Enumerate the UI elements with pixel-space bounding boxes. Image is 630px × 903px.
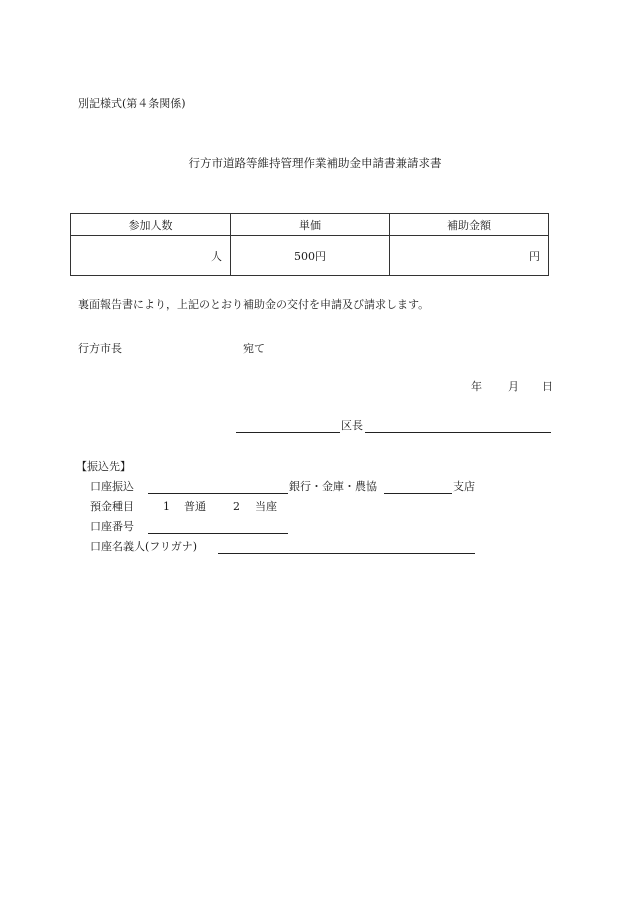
branch-name-field[interactable] [384,493,452,494]
form-reference: 別記様式(第４条関係) [78,97,186,110]
deposit-type-label: 預金種目 [90,500,134,513]
addressee-name: 行方市長 [78,342,122,355]
account-holder-label: 口座名義人(フリガナ) [90,540,198,553]
branch-suffix-label: 支店 [453,480,475,493]
deposit-option-2-label[interactable]: 当座 [255,500,277,513]
date-day-label: 日 [542,380,553,393]
header-unit-price: 単価 [231,214,390,236]
date-year-label: 年 [471,380,482,393]
bank-name-field[interactable] [148,493,288,494]
account-transfer-label: 口座振込 [90,480,134,493]
bank-types-label: 銀行・金庫・農協 [289,480,377,493]
subsidy-table [70,213,549,276]
deposit-option-1-number[interactable]: 1 [163,500,170,513]
date-month-label: 月 [508,380,519,393]
account-holder-field[interactable] [218,553,475,554]
header-subsidy-amount: 補助金額 [390,214,549,236]
table-header-row [71,214,549,236]
district-head-label: 区長 [341,419,363,432]
district-name-field[interactable] [236,432,340,433]
header-participants: 参加人数 [71,214,231,236]
amount-unit: 円 [529,249,540,263]
addressee-honorific: 宛て [243,342,265,355]
statement-text: 裏面報告書により，上記のとおり補助金の交付を申請及び請求します。 [78,298,430,311]
transfer-heading: 【振込先】 [76,460,131,473]
account-number-label: 口座番号 [90,520,134,533]
account-number-field[interactable] [148,533,288,534]
amount-cell[interactable] [390,236,549,276]
participants-cell[interactable] [71,236,231,276]
table-row [71,236,549,276]
deposit-option-1-label[interactable]: 普通 [184,500,206,513]
unit-price-cell: 500円 [231,236,390,276]
document-title: 行方市道路等維持管理作業補助金申請書兼請求書 [188,156,442,170]
deposit-option-2-number[interactable]: 2 [233,500,240,513]
district-head-name-field[interactable] [365,432,551,433]
participants-unit: 人 [211,249,222,263]
